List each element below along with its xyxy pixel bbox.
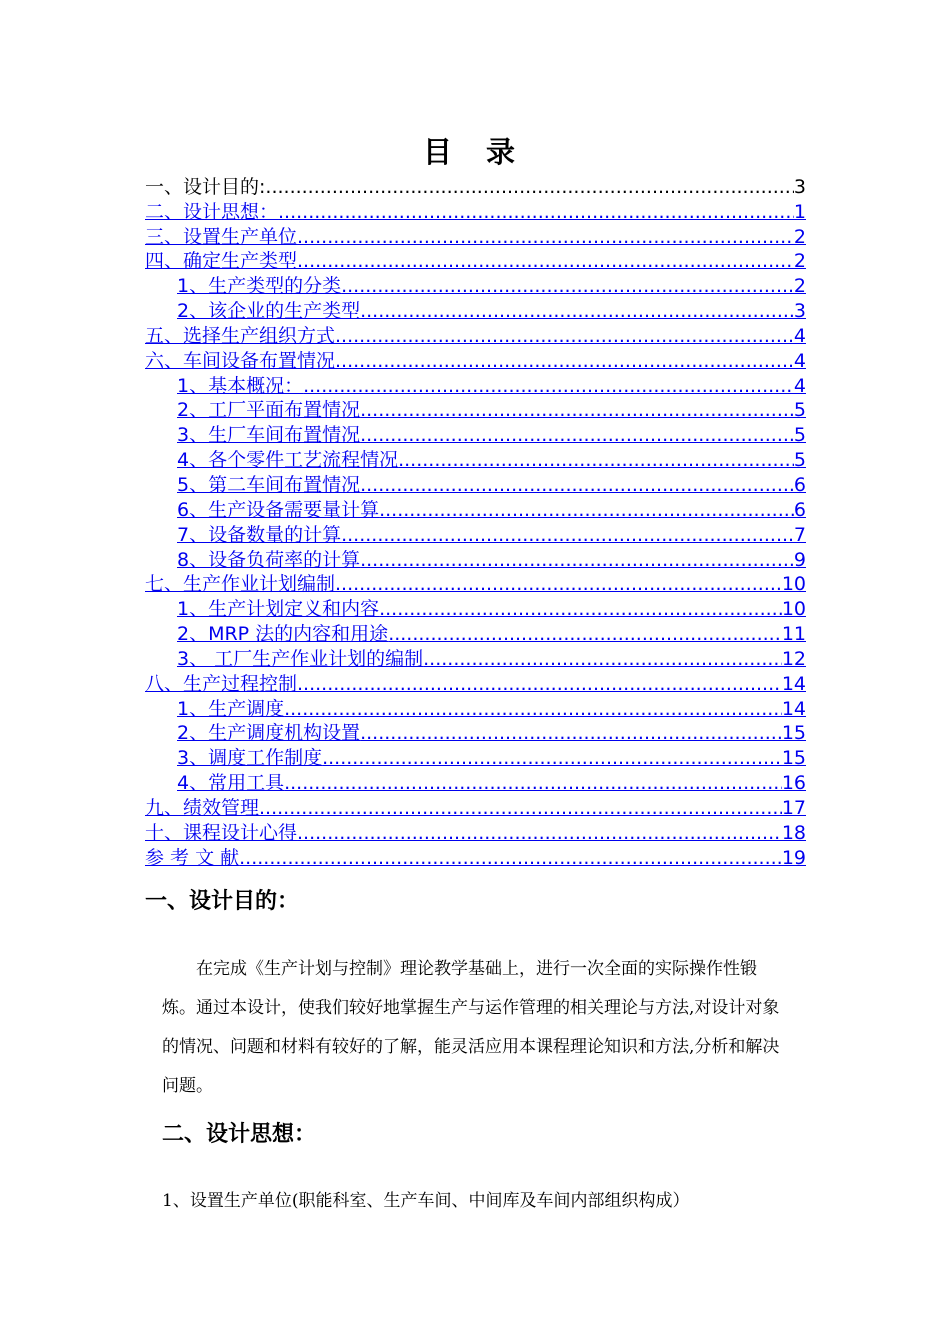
- toc-entry-label: 九、绩效管理: [145, 796, 260, 819]
- toc-entry-label: 3、调度工作制度: [177, 747, 323, 770]
- toc-entry-label: 3、生厂车间布置情况: [177, 424, 361, 447]
- toc-entry[interactable]: [145, 671, 806, 696]
- toc-entry[interactable]: [145, 745, 806, 770]
- toc-entry[interactable]: [145, 249, 806, 274]
- toc-leader-dots: [360, 398, 794, 422]
- toc-entry-label: 二、设计思想：: [145, 200, 279, 223]
- toc-entry-label: 三、设置生产单位: [145, 225, 298, 248]
- toc-entry: [145, 174, 806, 199]
- toc-leader-dots: [360, 548, 794, 572]
- toc-leader-dots: [360, 473, 794, 497]
- table-of-contents: [145, 174, 806, 870]
- toc-entry[interactable]: [145, 721, 806, 746]
- toc-entry[interactable]: [145, 572, 806, 597]
- toc-entry[interactable]: [145, 398, 806, 423]
- toc-entry[interactable]: [145, 795, 806, 820]
- toc-entry[interactable]: [145, 596, 806, 621]
- toc-entry-label: 六、车间设备布置情况: [145, 349, 336, 372]
- toc-entry[interactable]: [145, 273, 806, 298]
- toc-leader-dots: [297, 225, 794, 249]
- toc-entry-page-number: 18: [781, 821, 806, 844]
- toc-entry-label: 7、设备数量的计算: [177, 523, 342, 546]
- toc-entry-page-number: 14: [781, 672, 806, 695]
- toc-entry-page-number: 10: [781, 573, 806, 596]
- toc-entry-page-number: 12: [781, 647, 806, 670]
- toc-entry-label: 1、基本概况：: [177, 374, 304, 397]
- toc-entry-page-number: 9: [793, 548, 806, 571]
- toc-entry-page-number: 4: [793, 374, 806, 397]
- toc-entry[interactable]: [145, 522, 806, 547]
- toc-entry-label: 3、 工厂生产作业计划的编制: [177, 647, 424, 670]
- toc-entry-label: 2、该企业的生产类型: [177, 300, 361, 323]
- toc-entry-label: 2、生产调度机构设置: [177, 722, 361, 745]
- toc-entry-label: 8、设备负荷率的计算: [177, 548, 361, 571]
- toc-entry-page-number: 4: [793, 324, 806, 347]
- toc-entry[interactable]: [145, 472, 806, 497]
- toc-entry-page-number: 15: [781, 747, 806, 770]
- toc-entry-page-number: 4: [793, 349, 806, 372]
- toc-entry-label: 4、各个零件工艺流程情况: [177, 449, 399, 472]
- toc-entry-label: 2、工厂平面布置情况: [177, 399, 361, 422]
- toc-entry-page-number: 2: [793, 250, 806, 273]
- toc-entry[interactable]: [145, 497, 806, 522]
- toc-entry-page-number: 3: [793, 175, 806, 198]
- toc-entry[interactable]: [145, 820, 806, 845]
- toc-entry-label: 5、第二车间布置情况: [177, 473, 361, 496]
- toc-leader-dots: [284, 771, 782, 795]
- toc-leader-dots: [360, 721, 782, 745]
- toc-leader-dots: [341, 523, 794, 547]
- toc-leader-dots: [335, 324, 794, 348]
- toc-leader-dots: [360, 423, 794, 447]
- toc-entry[interactable]: [145, 696, 806, 721]
- design-purpose-paragraph: 在完成《生产计划与控制》理论教学基础上，进行一次全面的实际操作性锻炼。通过本设计，使我们较好地掌握生产与运作管理的相关理论与方法,对设计对象的情况、问题和材料有较好的了解，能灵活应用本课程理论知识和方法,分析和解决问题。: [162, 959, 780, 1096]
- toc-leader-dots: [297, 249, 794, 273]
- toc-title: 目 录: [422, 135, 528, 169]
- toc-entry-label: 四、确定生产类型: [145, 250, 298, 273]
- toc-entry-page-number: 17: [781, 796, 806, 819]
- toc-entry[interactable]: [145, 373, 806, 398]
- toc-entry-label: 七、生产作业计划编制: [145, 573, 336, 596]
- toc-leader-dots: [322, 746, 782, 770]
- toc-entry-label: 一、设计目的:: [145, 175, 266, 198]
- section-heading-design-idea: 二、设计思想：: [162, 1122, 317, 1147]
- toc-leader-dots: [341, 274, 794, 298]
- toc-entry[interactable]: [145, 323, 806, 348]
- toc-leader-dots: [259, 796, 782, 820]
- toc-entry-page-number: 7: [793, 523, 806, 546]
- toc-entry-label: 参 考 文 献: [145, 846, 240, 869]
- toc-leader-dots: [297, 821, 782, 845]
- toc-leader-dots: [379, 498, 794, 522]
- toc-entry-page-number: 1: [793, 200, 806, 223]
- toc-leader-dots: [423, 647, 782, 671]
- section-heading-design-purpose: 一、设计目的：: [145, 889, 300, 914]
- toc-leader-dots: [297, 672, 782, 696]
- toc-entry-page-number: 14: [781, 697, 806, 720]
- toc-entry-label: 4、常用工具: [177, 772, 285, 795]
- toc-entry-label: 2、MRP 法的内容和用途: [177, 623, 389, 646]
- toc-entry[interactable]: [145, 646, 806, 671]
- toc-entry[interactable]: [145, 224, 806, 249]
- toc-entry-page-number: 19: [781, 846, 806, 869]
- toc-entry-page-number: 10: [781, 598, 806, 621]
- toc-leader-dots: [303, 374, 794, 398]
- toc-entry-page-number: 11: [781, 623, 806, 646]
- toc-leader-dots: [335, 349, 794, 373]
- toc-leader-dots: [278, 200, 794, 224]
- toc-entry[interactable]: [145, 298, 806, 323]
- toc-entry[interactable]: [145, 621, 806, 646]
- toc-leader-dots: [360, 299, 794, 323]
- toc-entry-page-number: 16: [781, 772, 806, 795]
- toc-entry-page-number: 6: [793, 498, 806, 521]
- toc-entry-label: 1、生产调度: [177, 697, 285, 720]
- toc-entry-page-number: 3: [793, 300, 806, 323]
- toc-leader-dots: [398, 448, 794, 472]
- toc-entry-page-number: 6: [793, 473, 806, 496]
- toc-entry-label: 6、生产设备需要量计算: [177, 498, 380, 521]
- toc-entry-page-number: 5: [793, 399, 806, 422]
- toc-leader-dots: [335, 572, 782, 596]
- toc-entry-page-number: 2: [793, 275, 806, 298]
- toc-entry[interactable]: [145, 547, 806, 572]
- toc-leader-dots: [239, 846, 782, 870]
- toc-leader-dots: [388, 622, 782, 646]
- design-idea-item-1: 1、设置生产单位(职能科室、生产车间、中间库及车间内部组织构成）: [162, 1191, 690, 1211]
- toc-entry-label: 1、生产计划定义和内容: [177, 598, 380, 621]
- toc-entry-page-number: 2: [793, 225, 806, 248]
- toc-entry-label: 五、选择生产组织方式: [145, 324, 336, 347]
- toc-entry[interactable]: [145, 348, 806, 373]
- toc-entry-page-number: 15: [781, 722, 806, 745]
- toc-leader-dots: [284, 697, 782, 721]
- toc-entry[interactable]: [145, 845, 806, 870]
- toc-entry[interactable]: [145, 199, 806, 224]
- toc-entry[interactable]: [145, 422, 806, 447]
- toc-entry-label: 1、生产类型的分类: [177, 275, 342, 298]
- toc-entry-page-number: 5: [793, 449, 806, 472]
- toc-leader-dots: [379, 597, 782, 621]
- toc-leader-dots: [265, 175, 794, 199]
- toc-entry-page-number: 5: [793, 424, 806, 447]
- toc-entry-label: 十、课程设计心得: [145, 821, 298, 844]
- toc-entry[interactable]: [145, 447, 806, 472]
- toc-entry[interactable]: [145, 770, 806, 795]
- toc-entry-label: 八、生产过程控制: [145, 672, 298, 695]
